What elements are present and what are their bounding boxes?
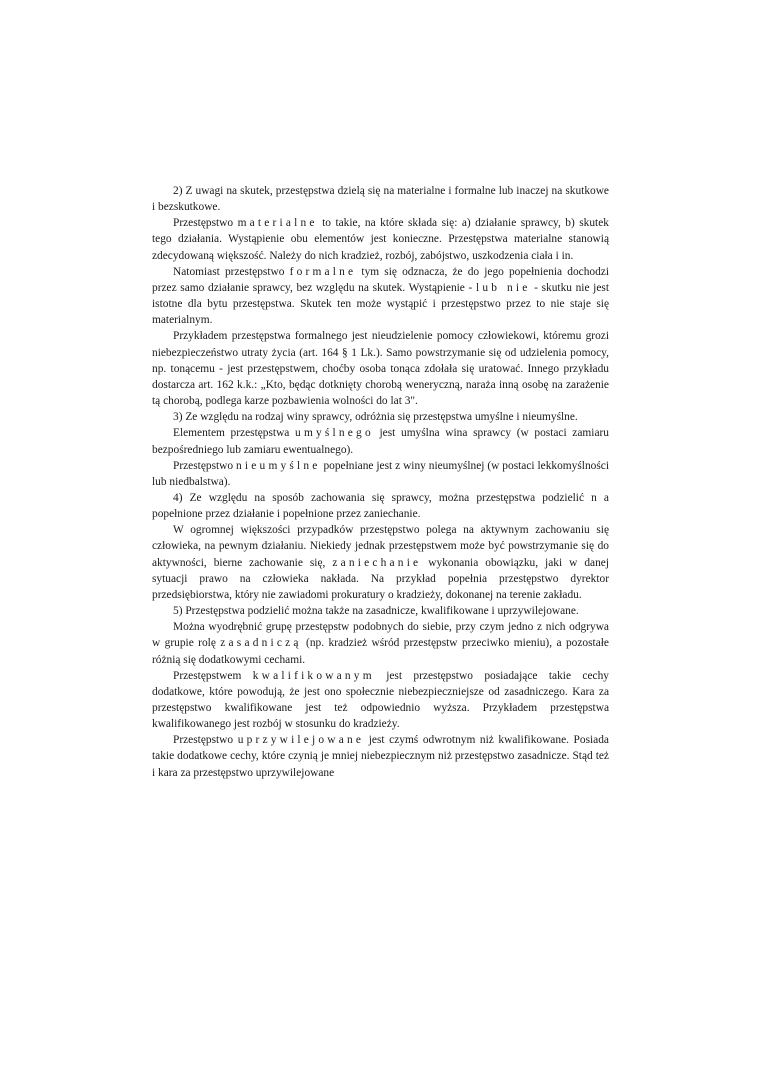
paragraph — [152, 215, 609, 263]
paragraph — [152, 522, 609, 603]
paragraph-text: popełniane jest z winy nieumyślnej (w postaci lekkomyślności lub niedbalstwa). — [152, 459, 609, 488]
paragraph-text: Przestępstwo — [173, 217, 238, 230]
paragraph — [152, 264, 609, 329]
paragraph — [152, 425, 609, 457]
paragraph-text: to takie, na które składa się: a) działanie sprawcy, b) skutek tego działania. Wystąpienie obu elementów jest konieczne. Przestępstwa materialne stanowią zdecydowaną większość. Należy do nich kradzież, rozbój, zabójstwo, uszkodzenia ciała i in. — [152, 217, 609, 262]
paragraph-text: - skutku nie jest istotne dla bytu przestępstwa. Skutek ten może wystąpić i przestępstwo przez to nie staje się materialnym. — [152, 281, 609, 327]
paragraph-text: Przykładem przestępstwa formalnego jest nieudzielenie pomocy człowiekowi, któremu grozi niebezpieczeństwo utraty życia (art. 164 § 1 Lk.). Samo powstrzymanie się od udzielenia pomocy, np. tonącemu - jest przestępstwem, choćby osoba tonąca zdołała się uratować. Innego przykładu dostarcza art. 162 k.k.: „Kto, będąc dotknięty chorobą weneryczną, naraża inną osobę na zarażenie tą chorobą, podlega karze pozbawienia wolności do lat 3". — [152, 330, 609, 408]
paragraph-text: jest czymś odwrotnym niż kwalifikowane. Posiada takie dodatkowe cechy, które czynią je mniej niebezpiecznym niż przestępstwo zasadnicze. Stąd też i kara za przestępstwo uprzywilejowane — [152, 734, 609, 779]
paragraph — [152, 732, 609, 780]
paragraph-text: Przestępstwo — [173, 734, 238, 747]
emphasized-term: kwalifikowanym — [252, 669, 375, 682]
emphasized-term: lub nie — [475, 281, 531, 294]
paragraph-text: 2) Z uwagi na skutek, przestępstwa dzielą się na materialne i formalne lub inaczej na skutkowe i bezskutkowe. — [152, 185, 609, 214]
emphasized-term: umyślnego — [295, 427, 374, 440]
paragraph — [152, 490, 609, 522]
paragraph-text: Przestępstwem — [173, 669, 253, 682]
paragraph — [152, 183, 609, 215]
paragraph-text: (np. kradzież wśród przestępstw przeciwko mieniu), a pozostałe różnią się dodatkowymi cechami. — [152, 637, 609, 666]
paragraph-text: wykonania obowiązku, jaki w danej sytuacji prawo na człowieka nakłada. Na przykład popełnia przestępstwo dyrektor przedsiębiorstwa, który nie zawiadomi prokuratury o kradzieży, dokonanej na terenie zakładu. — [152, 556, 609, 601]
document-page — [152, 183, 609, 781]
paragraph-text: 3) Ze względu na rodzaj winy sprawcy, odróżnia się przestępstwa umyślne i nieumyślne. — [173, 411, 578, 424]
emphasized-term: materialne — [237, 217, 318, 230]
paragraph — [152, 668, 609, 733]
paragraph-text: jest umyślna wina sprawcy (w postaci zamiaru bezpośredniego lub zamiaru ewentualnego). — [152, 427, 609, 456]
paragraph-text: 4) Ze względu na sposób zachowania się sprawcy, można przestępstwa podzielić n a popełnione przez działanie i popełnione przez zaniechanie. — [152, 491, 609, 521]
paragraph-text: jest przestępstwo posiadające takie cechy dodatkowe, które powodują, że jest ono społecznie niebezpieczniejsze od zasadniczego. Kara za przestępstwo kwalifikowane jest też odpowiednio wyższa. Przykładem przestępstwa kwalifikowanego jest rozbój w stosunku do kradzieży. — [152, 669, 609, 731]
paragraph-text: Natomiast przestępstwo — [173, 265, 290, 278]
paragraph-text: 5) Przestępstwa podzielić można także na zasadnicze, kwalifikowane i uprzywilejowane. — [173, 605, 579, 618]
paragraph-text: Przestępstwo — [173, 459, 237, 472]
paragraph — [152, 619, 609, 667]
emphasized-term: zaniechanie — [332, 556, 422, 569]
emphasized-term: formalne — [289, 265, 357, 278]
paragraph-text: Elementem przestępstwa — [173, 427, 296, 440]
paragraph-text: Można wyodrębnić grupę przestępstw podobnych do siebie, przy czym jedno z nich odgrywa w grupie rolę — [152, 621, 609, 650]
paragraph — [152, 409, 609, 425]
paragraph — [152, 458, 609, 490]
paragraph-text: W ogromnej większości przypadków przestępstwo polega na aktywnym zachowaniu się człowieka, na pewnym działaniu. Niekiedy jednak przestępstwem może być powstrzymanie się do aktywności, bierne zachowanie się, — [152, 524, 609, 569]
emphasized-term: uprzywilejowane — [237, 734, 365, 747]
paragraph — [152, 328, 609, 409]
paragraph-text: tym się odznacza, że do jego popełnienia dochodzi przez samo działanie sprawcy, bez względu na skutek. Wystąpienie - — [152, 265, 610, 294]
emphasized-term: nieumyślne — [236, 459, 321, 472]
paragraph — [152, 603, 609, 619]
emphasized-term: zasadniczą — [220, 637, 302, 650]
